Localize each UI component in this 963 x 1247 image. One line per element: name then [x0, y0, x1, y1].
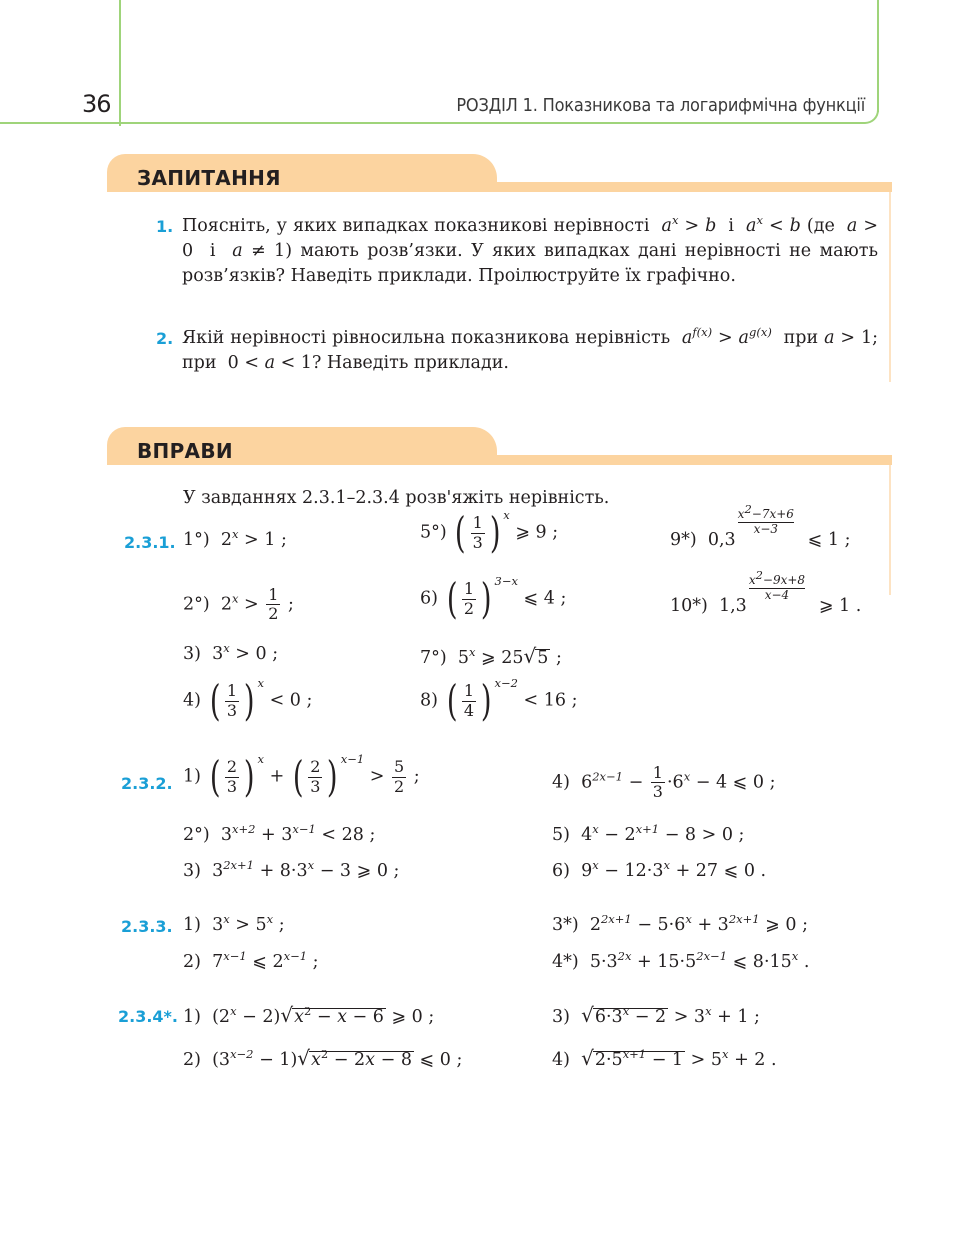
ex-2-3-1-item-8: 8) ( $\frac{1}{4}$ ) $^{x-2}$ < 16 ;	[420, 675, 578, 725]
ex-2-3-3-item-4: 4*) $5\cdot 3^{2x} + 15\cdot 5^{2x-1}$ ⩽ $8\cdot 15^x$ .	[552, 949, 810, 972]
ex-2-3-2-item-3: 3) $3^{2x+1} + 8\cdot 3^x - 3$ ⩾ 0 ;	[183, 858, 400, 881]
ex-2-3-2-item-5: 5) $4^x - 2^{x+1} - 8 > 0$ ;	[552, 822, 745, 845]
exercise-label-2-3-3: 2.3.3.	[121, 917, 173, 936]
header-frame-right	[877, 0, 879, 112]
ex-2-3-3-item-2: 2) $7^{x-1}$ ⩽ $2^{x-1}$ ;	[183, 949, 319, 972]
ex-2-3-1-item-1: 1°) $2^x > 1$ ;	[183, 527, 287, 550]
ex-2-3-1-item-4: 4) ( $\frac{1}{3}$ ) $^x$ < 0 ;	[183, 675, 313, 725]
questions-title: ЗАПИТАННЯ	[137, 166, 281, 190]
exercises-side-rule	[889, 465, 891, 595]
ex-2-3-4-item-1: 1) $(2^x - 2)√x^2 - x - 6$ ⩾ 0 ;	[183, 1003, 435, 1027]
ex-2-3-3-item-3: 3*) $2^{2x+1} - 5\cdot 6^x + 3^{2x+1}$ ⩾ 0 ;	[552, 912, 808, 935]
ex-2-3-1-item-7: 7°) 5$^x$ ⩾ 25√5 ;	[420, 644, 562, 668]
ex-2-3-1-item-6: 6) ( $\frac{1}{2}$ ) $^{3-x}$ ⩽ 4 ;	[420, 573, 567, 623]
exercises-title: ВПРАВИ	[137, 439, 233, 463]
questions-side-rule	[889, 192, 891, 382]
running-head: РОЗДІЛ 1. Показникова та логарифмічна функції	[456, 95, 865, 116]
ex-2-3-1-item-2: 2°) $2^x$ > $\frac{1}{2}$ ;	[183, 585, 294, 624]
ex-2-3-2-item-6: 6) $9^x - 12\cdot 3^x + 27$ ⩽ 0 .	[552, 858, 767, 881]
ex-2-3-2-item-4: 4) $6^{2x-1}$ − $\frac{1}{3}$ $\cdot 6^x - 4$ ⩽ 0 ;	[552, 763, 776, 802]
question-2	[156, 326, 878, 376]
exercises-intro: У завданнях 2.3.1–2.3.4 розв'яжіть нерівність.	[183, 488, 610, 508]
ex-2-3-2-item-2: 2°) $3^{x+2} + 3^{x-1} < 28$ ;	[183, 822, 376, 845]
question-1	[156, 214, 878, 289]
ex-2-3-4-item-3: 3) $√6\cdot 3^x - 2 > 3^x + 1$ ;	[552, 1003, 760, 1027]
exercise-label-2-3-2: 2.3.2.	[121, 774, 173, 793]
ex-2-3-2-item-1: 1) ( $\frac{2}{3}$ ) $^x$ + ( $\frac{2}{3}$ ) $^{x-1}$ > $\frac{5}{2}$ ;	[183, 751, 420, 801]
question-number: 1.	[156, 217, 174, 236]
exercise-label-2-3-1: 2.3.1.	[124, 533, 176, 552]
ex-2-3-4-item-4: 4) $√2\cdot 5^{x+1} - 1 > 5^x + 2$ .	[552, 1046, 777, 1070]
ex-2-3-1-item-3: 3) $3^x > 0$ ;	[183, 641, 279, 664]
header-frame-left	[119, 0, 121, 126]
question-text: Поясніть, у яких випадках показникові нерівності $a^x > b$ і $a^x < b$ (де a > 0 і a ≠ 1) мають розв’язки. У яких випадках дані нерівності не мають розв’язків? Наведіть приклади. Проілюструйте їх графічно.	[182, 213, 879, 286]
ex-2-3-1-item-5: 5°) ( $\frac{1}{3}$ ) $^x$ ⩾ 9 ;	[420, 507, 559, 557]
ex-2-3-1-item-10: 10*) 1,3 $x^2-9x+8$ x−4 ⩾ 1 .	[670, 568, 862, 616]
ex-2-3-1-item-9: 9*) 0,3 $x^2-7x+6$ x−3 ⩽ 1 ;	[670, 502, 851, 550]
exercise-label-2-3-4: 2.3.4*.	[118, 1007, 178, 1026]
ex-2-3-4-item-2: 2) $(3^{x-2} - 1)√x^2 - 2x - 8$ ⩽ 0 ;	[183, 1046, 463, 1070]
question-number: 2.	[156, 329, 174, 348]
ex-2-3-3-item-1: 1) $3^x > 5^x$ ;	[183, 912, 285, 935]
header-frame-underline	[0, 122, 120, 124]
question-text: Якій нерівності рівносильна показникова нерівність $a^{f(x)} > a^{g(x)}$ при a > 1; при 0 < a < 1? Наведіть приклади.	[182, 325, 878, 373]
page-number: 36	[82, 90, 111, 118]
